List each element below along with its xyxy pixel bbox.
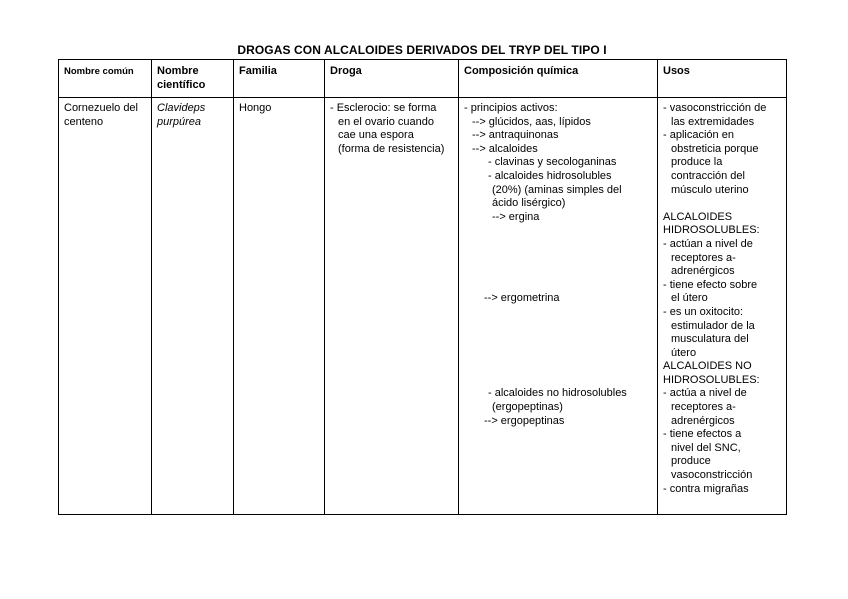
usos-line: produce la [671,156,723,169]
usos-line: músculo uterino [671,183,749,196]
header-droga: Droga [325,60,459,98]
usos-line: vasoconstricción [671,469,753,482]
composicion-line: - alcaloides hidrosolubles [488,169,612,182]
drugs-table [58,59,787,515]
composicion-line: - clavinas y secologaninas [488,156,617,169]
usos-line: adrenérgicos [671,414,735,427]
composicion-line: --> alcaloides [472,142,538,155]
header-composicion: Composición química [459,60,658,98]
usos-line: contracción del [671,169,745,182]
usos-line: - tiene efectos a [663,428,742,441]
cell-familia [234,98,325,515]
usos-line: musculatura del [671,333,749,346]
usos-line: útero [671,346,697,359]
usos-line: el útero [671,292,708,305]
cell-usos [658,98,787,515]
header-nombre-cientifico: Nombre científico [152,60,234,98]
usos-heading: HIDROSOLUBLES: [663,224,760,237]
composicion-line: --> glúcidos, aas, lípidos [472,115,591,128]
composicion-line: - alcaloides no hidrosolubles [488,387,627,400]
usos-line: - contra migrañas [663,482,749,495]
droga-line: - Esclerocio: se forma [330,102,437,114]
usos-line: adrenérgicos [671,265,735,278]
usos-line: receptores a- [671,251,736,264]
usos-line: - vasoconstricción de [663,102,767,114]
usos-heading: HIDROSOLUBLES: [663,373,760,386]
usos-line: nivel del SNC, [671,441,741,454]
composicion-line: --> antraquinonas [472,129,559,142]
header-familia: Familia [234,60,325,98]
usos-line: - actúa a nivel de [663,387,747,400]
composicion-line: - principios activos: [464,102,558,114]
cell-composicion [459,98,658,515]
composicion-line: ácido lisérgico) [492,197,566,210]
droga-line: (forma de resistencia) [338,142,445,155]
table-title: DROGAS CON ALCALOIDES DERIVADOS DEL TRYP DEL TIPO I [237,43,607,57]
droga-line: en el ovario cuando [338,115,435,128]
usos-heading: ALCALOIDES [663,210,733,223]
droga-line: cae una espora [338,129,414,142]
cell-droga [325,98,459,515]
composicion-line: (ergopeptinas) [492,401,563,414]
usos-line: - es un oxitocito: [663,305,744,318]
cell-nombre-comun [59,98,152,515]
cell-nombre-cientifico [152,98,234,515]
nombre-comun-text: Cornezuelo del centeno [64,102,138,128]
composicion-line: --> ergopeptinas [484,414,565,427]
usos-heading: ALCALOIDES NO [663,360,752,373]
header-nombre-comun: Nombre común [59,60,152,98]
usos-line: - aplicación en [663,129,734,142]
usos-line: produce [671,455,711,468]
usos-line: estimulador de la [671,319,755,332]
table-row [59,98,787,515]
composicion-line: --> ergometrina [484,292,560,305]
usos-line: - actúan a nivel de [663,237,753,250]
header-usos: Usos [658,60,787,98]
usos-line: las extremidades [671,115,755,128]
familia-text: Hongo [239,102,272,114]
usos-line: receptores a- [671,401,736,414]
usos-line: - tiene efecto sobre [663,278,758,291]
header-row [59,60,787,98]
composicion-line: --> ergina [492,210,540,223]
nombre-cientifico-text: Clavideps purpúrea [157,102,206,128]
composicion-line: (20%) (aminas simples del [492,183,622,196]
usos-line: obstreticia porque [671,142,759,155]
